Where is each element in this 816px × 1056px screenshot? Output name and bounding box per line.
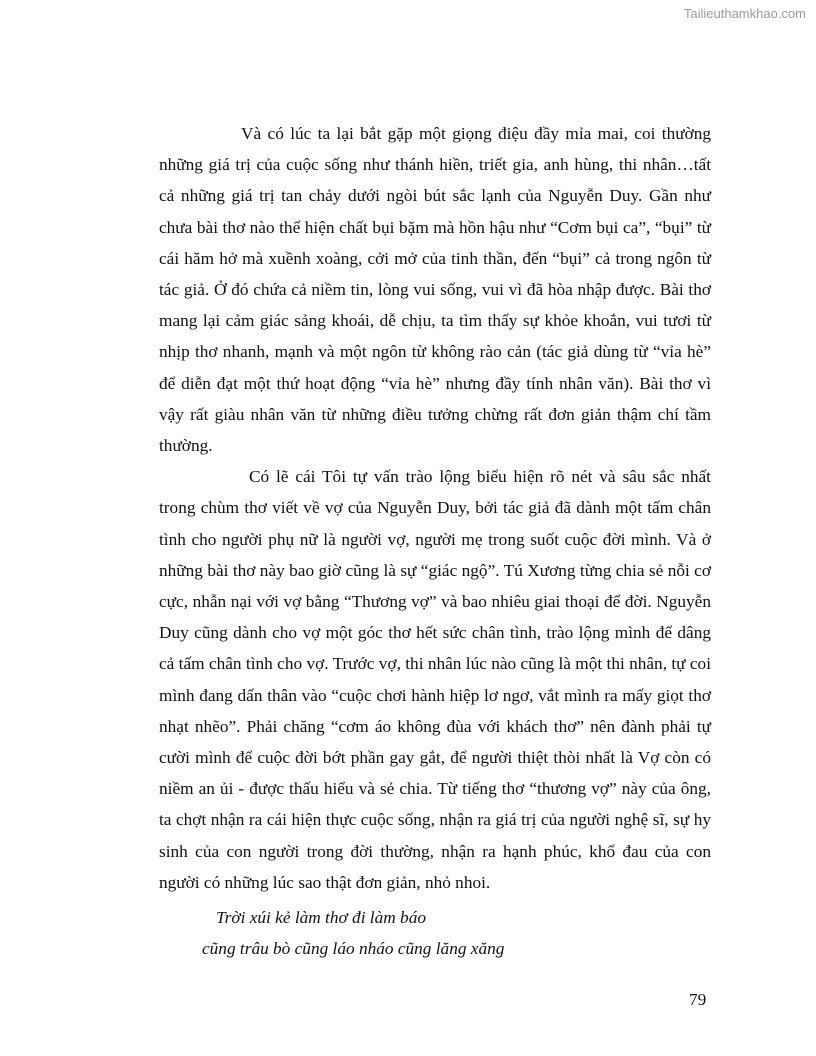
watermark: Tailieuthamkhao.com [683,6,806,21]
paragraph: Và có lúc ta lại bắt gặp một giọng điệu đầy mỉa mai, coi thường những giá trị của cuộc sống như thánh hiền, triết gia, anh hùng, thi nhân…tất cả những giá trị tan chảy dưới ngòi bút sắc lạnh của Nguyễn Duy. Gần như chưa bài thơ nào thể hiện chất bụi bặm mà hồn hậu như “Cơm bụi ca”, “bụi” từ cái hăm hở mà xuềnh xoàng, cởi mở của tinh thần, đến “bụi” cả trong ngôn từ tác giả. Ở đó chứa cả niềm tin, lòng vui sống, vui vì đã hòa nhập được. Bài thơ mang lại cảm giác sảng khoái, dễ chịu, ta tìm thấy sự khỏe khoắn, vui tươi từ nhịp thơ nhanh, mạnh và một ngôn từ không rào cản (tác giả dùng từ “vỉa hè” để diễn đạt một thứ hoạt động “vỉa hè” nhưng đầy tính nhân văn). Bài thơ vì vậy rất giàu nhân văn từ những điều tưởng chừng rất đơn giản thậm chí tầm thường. [159,124,711,456]
poem-excerpt [159,902,711,964]
poem-line: Trời xúi kẻ làm thơ đi làm báo [216,908,426,928]
page-body [159,118,711,964]
page-number: 79 [689,990,707,1009]
poem-line: cũng trâu bò cũng láo nháo cũng lăng xăng [202,939,505,959]
paragraph: Có lẽ cái Tôi tự vấn trào lộng biểu hiện rõ nét và sâu sắc nhất trong chùm thơ viết về vợ của Nguyễn Duy, bởi tác giả đã dành một tấm chân tình cho người phụ nữ là người vợ, người mẹ trong suốt cuộc đời mình. Và ở những bài thơ này bao giờ cũng là sự “giác ngộ”. Tú Xương từng chia sẻ nỗi cơ cực, nhẫn nại với vợ bằng “Thương vợ” và bao nhiêu giai thoại để đời. Nguyễn Duy cũng dành cho vợ một góc thơ hết sức chân tình, trào lộng mình để dâng cả tấm chân tình cho vợ. Trước vợ, thi nhân lúc nào cũng là một thi nhân, tự coi mình đang dấn thân vào “cuộc chơi hành hiệp lơ ngơ, vắt mình ra mấy giọt thơ nhạt nhẽo”. Phải chăng “cơm áo không đùa với khách thơ” nên đành phải tự cười mình để cuộc đời bớt phần gay gắt, để người thiệt thòi nhất là Vợ còn có niềm an ủi - được thấu hiểu và sẻ chia. Từ tiếng thơ “thương vợ” này của ông, ta chợt nhận ra cái hiện thực cuộc sống, nhận ra giá trị của người nghệ sĩ, sự hy sinh của con người trong đời thường, nhận ra hạnh phúc, khổ đau của con người có những lúc sao thật đơn giản, nhỏ nhoi. [159,467,711,892]
